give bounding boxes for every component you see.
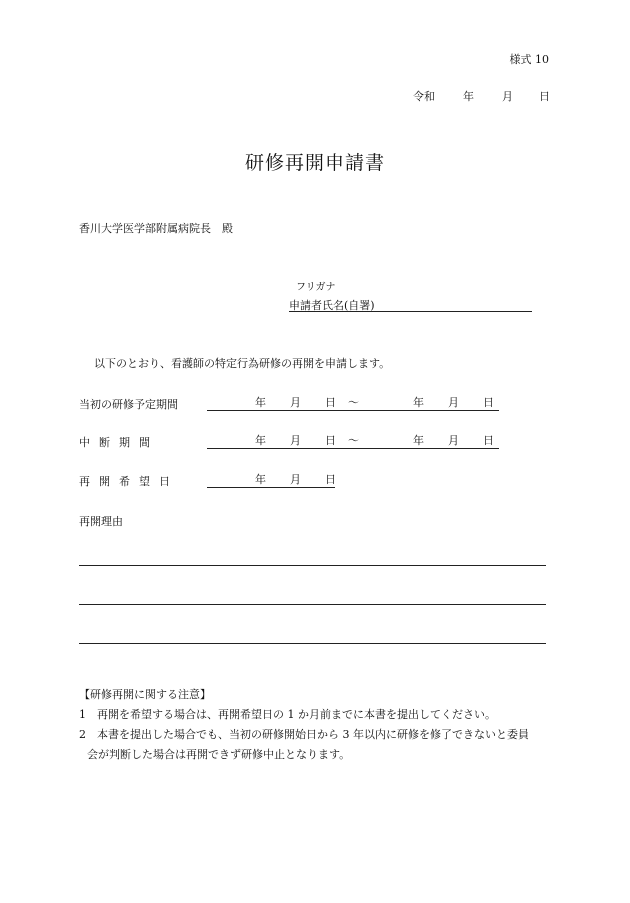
interruption-period-field[interactable] xyxy=(207,432,499,449)
planned-end-year: 年 xyxy=(413,396,424,409)
interruption-tilde: 〜 xyxy=(348,434,359,447)
interruption-start-day: 日 xyxy=(325,434,336,447)
resume-year: 年 xyxy=(255,473,266,486)
interruption-start-month: 月 xyxy=(290,434,301,447)
notes-section xyxy=(79,685,529,765)
interruption-start-year: 年 xyxy=(255,434,266,447)
date-month-label: 月 xyxy=(502,90,513,103)
date-row xyxy=(413,88,550,104)
note-item xyxy=(79,725,529,745)
furigana-label: フリガナ xyxy=(296,282,336,293)
planned-period-label: 当初の研修予定期間 xyxy=(79,398,178,411)
addressee: 香川大学医学部附属病院長 殿 xyxy=(79,222,233,235)
reason-line-2[interactable] xyxy=(79,604,546,605)
interruption-end-year: 年 xyxy=(413,434,424,447)
interruption-end-day: 日 xyxy=(483,434,494,447)
date-day-label: 日 xyxy=(539,90,550,103)
resume-date-label: 再開希望日 xyxy=(79,475,179,488)
planned-tilde: 〜 xyxy=(348,396,359,409)
interruption-end-month: 月 xyxy=(448,434,459,447)
resume-date-field[interactable] xyxy=(207,471,335,488)
note-continuation: 会が判断した場合は再開できず研修中止となります。 xyxy=(87,748,351,761)
date-year-label: 年 xyxy=(463,90,474,103)
planned-end-month: 月 xyxy=(448,396,459,409)
note-number: 1 xyxy=(79,708,86,721)
note-number: 2 xyxy=(79,728,86,741)
form-number: 様式 10 xyxy=(509,53,549,66)
interruption-period-label: 中断期間 xyxy=(79,436,159,449)
planned-start-month: 月 xyxy=(290,396,301,409)
planned-start-day: 日 xyxy=(325,396,336,409)
reason-line-1[interactable] xyxy=(79,565,546,566)
applicant-name-label: 申請者氏名(自署) xyxy=(289,299,375,312)
reason-line-3[interactable] xyxy=(79,643,546,644)
intro-text: 以下のとおり、看護師の特定行為研修の再開を申請します。 xyxy=(94,357,391,370)
page-title: 研修再開申請書 xyxy=(244,152,385,174)
note-text: 本書を提出した場合でも、当初の研修開始日から 3 年以内に研修を修了できないと委員 xyxy=(97,728,529,741)
notes-heading: 【研修再開に関する注意】 xyxy=(79,688,211,701)
planned-end-day: 日 xyxy=(483,396,494,409)
resume-month: 月 xyxy=(290,473,301,486)
applicant-name-field[interactable] xyxy=(289,311,532,312)
resume-day: 日 xyxy=(325,473,336,486)
note-text: 再開を希望する場合は、再開希望日の 1 か月前までに本書を提出してください。 xyxy=(97,708,496,721)
planned-period-field[interactable] xyxy=(207,394,499,411)
date-era: 令和 xyxy=(413,90,435,103)
planned-start-year: 年 xyxy=(255,396,266,409)
note-item xyxy=(79,705,529,725)
reason-label: 再開理由 xyxy=(79,515,123,528)
